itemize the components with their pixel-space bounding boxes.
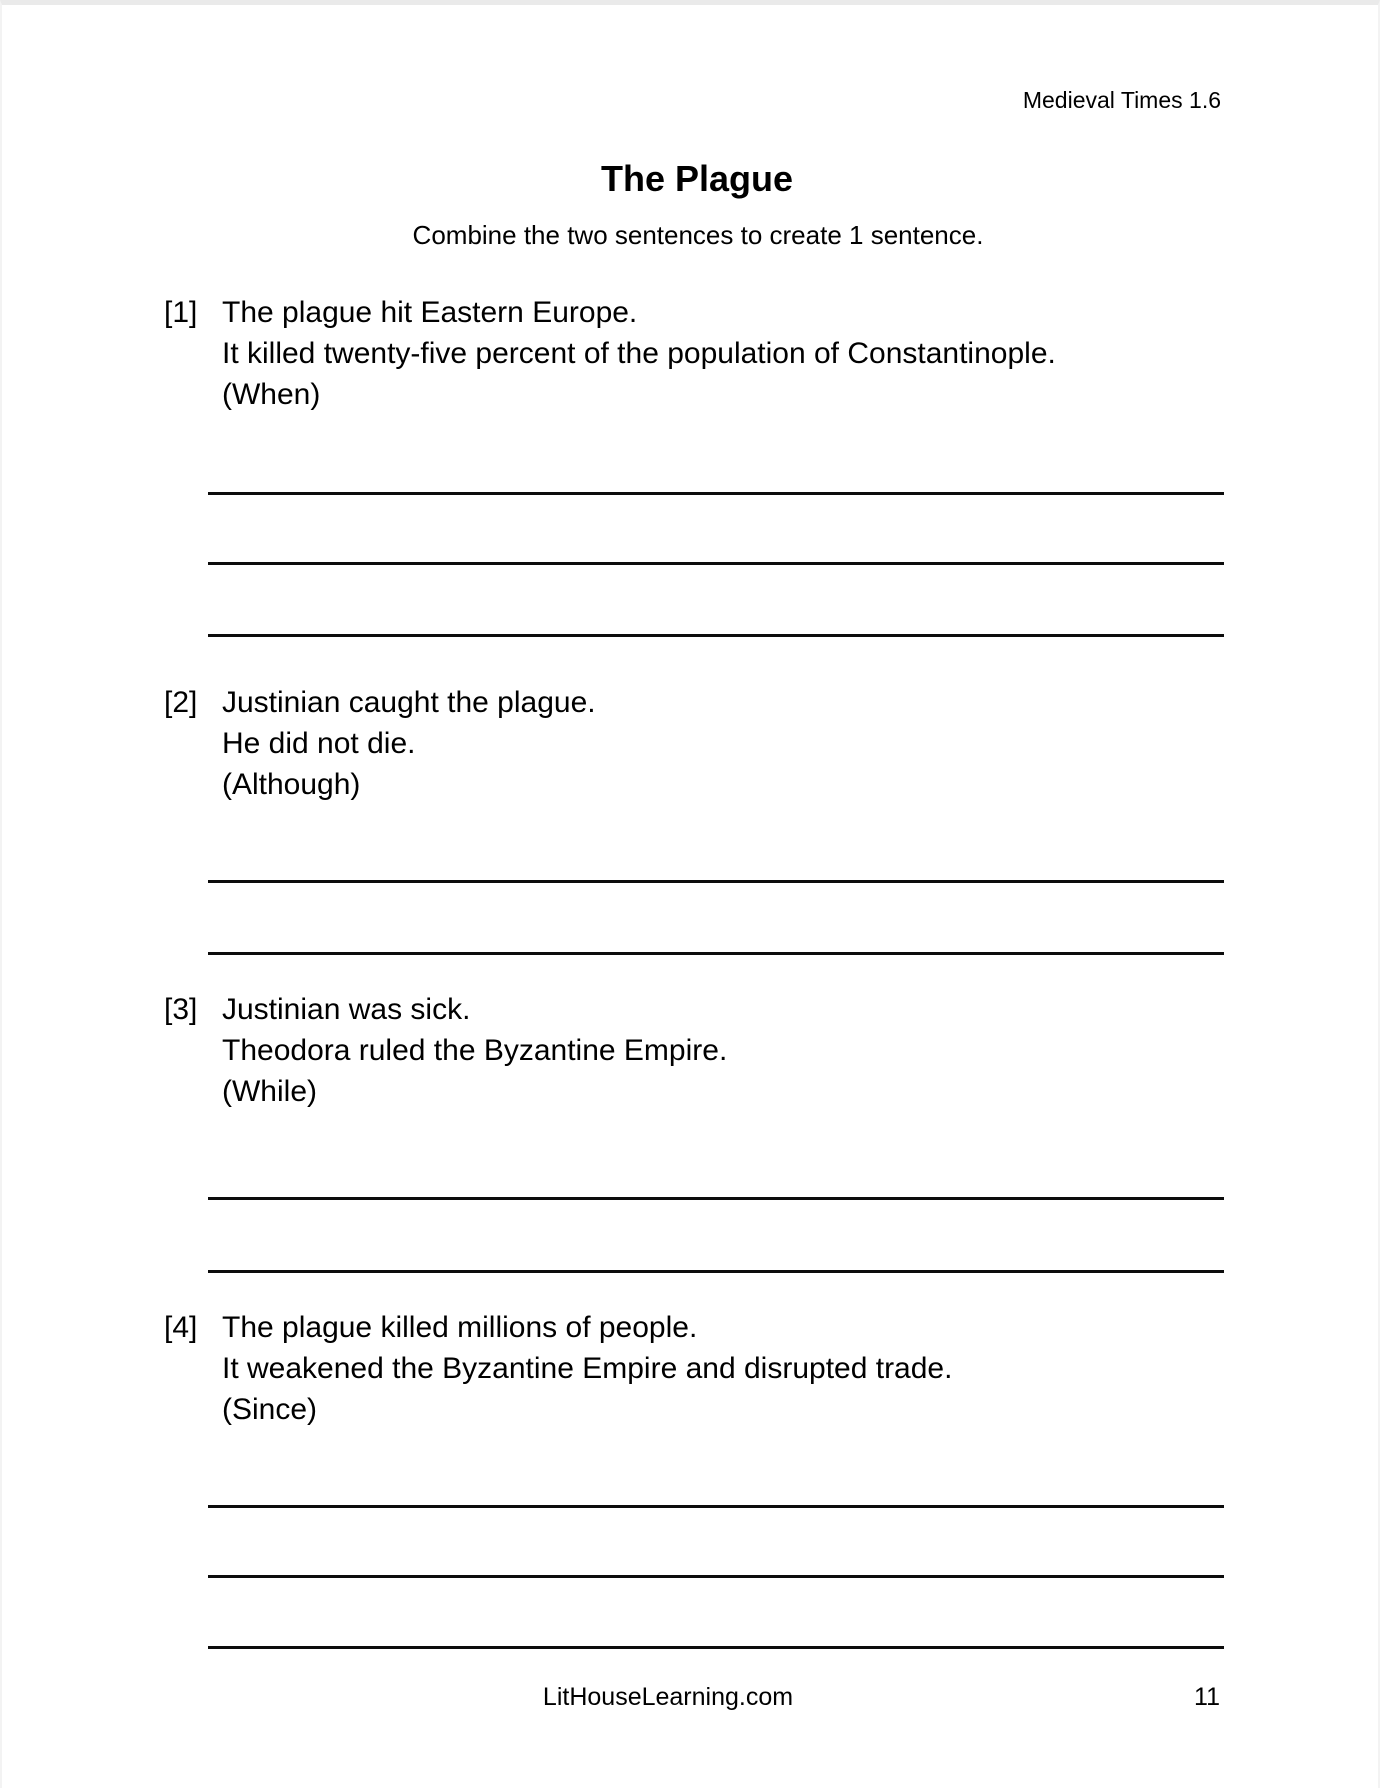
question-1-number: [1] (164, 296, 198, 329)
question-4-sentence-2: It weakened the Byzantine Empire and disrupted trade. (222, 1352, 953, 1385)
question-4-connector: (Since) (222, 1393, 318, 1426)
question-1-connector: (When) (222, 378, 321, 411)
page-title: The Plague (600, 158, 794, 199)
header-label: Medieval Times 1.6 (1022, 87, 1221, 113)
question-3-sentence-1: Justinian was sick. (222, 993, 471, 1026)
answer-line (208, 952, 1224, 955)
question-4-sentence-1: The plague killed millions of people. (222, 1311, 698, 1344)
question-4-number: [4] (164, 1311, 198, 1344)
question-2 (164, 682, 596, 805)
question-2-connector: (Although) (222, 768, 361, 801)
question-1-sentence-1: The plague hit Eastern Europe. (222, 296, 638, 329)
answer-line (208, 1505, 1224, 1508)
question-3-sentence-2: Theodora ruled the Byzantine Empire. (222, 1034, 728, 1067)
question-3 (164, 989, 727, 1112)
question-1-sentence-2: It killed twenty-five percent of the population of Constantinople. (222, 337, 1056, 370)
page-number: 11 (1194, 1683, 1220, 1711)
answer-line (208, 880, 1224, 883)
question-4 (164, 1307, 952, 1430)
question-1 (164, 292, 1056, 415)
answer-line (208, 1575, 1224, 1578)
instructions-text: Combine the two sentences to create 1 sentence. (412, 220, 984, 250)
answer-line (208, 562, 1224, 565)
question-3-number: [3] (164, 993, 198, 1026)
question-2-sentence-1: Justinian caught the plague. (222, 686, 596, 719)
question-3-connector: (While) (222, 1075, 317, 1108)
answer-line (208, 634, 1224, 637)
question-2-sentence-2: He did not die. (222, 727, 416, 760)
footer-site-text: LitHouseLearning.com (542, 1683, 794, 1711)
answer-line (208, 492, 1224, 495)
answer-line (208, 1270, 1224, 1273)
answer-line (208, 1646, 1224, 1649)
question-2-number: [2] (164, 686, 198, 719)
answer-line (208, 1197, 1224, 1200)
